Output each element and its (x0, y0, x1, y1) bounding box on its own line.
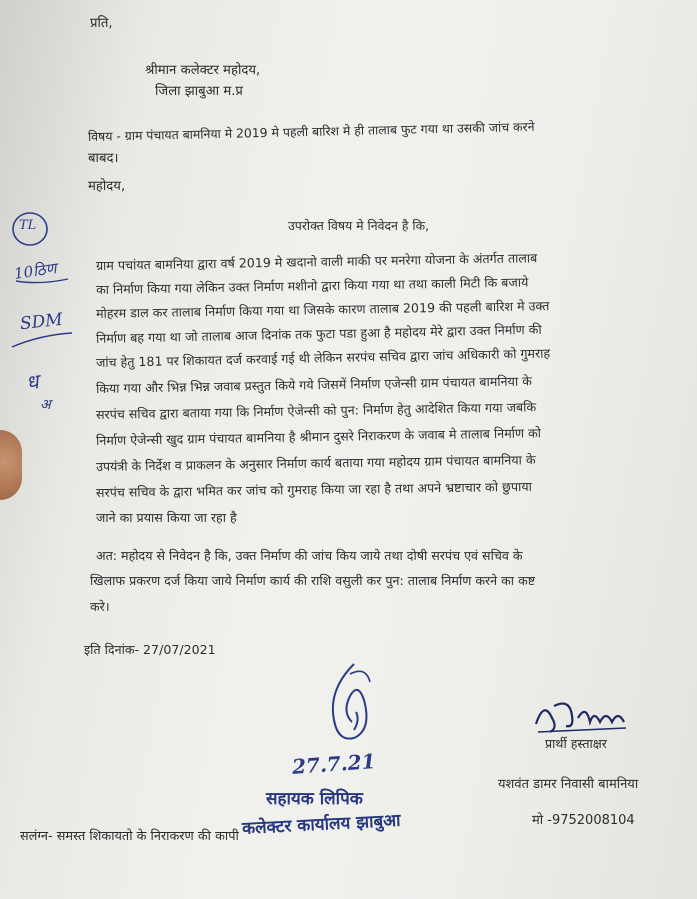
greeting: महोदय, (88, 179, 126, 194)
margin-note-line-3: ध (24, 369, 41, 395)
body-line: का निर्माण किया गया लेकिन उक्त निर्माण मशीनो द्वारा किया गया था तथा काली मिटी कि बजाये (95, 274, 529, 297)
applicant-signature-label: प्रार्थी हस्ताक्षर (545, 736, 607, 751)
date-line: इति दिनांक- 27/07/2021 (84, 642, 216, 657)
body-line: जांच हेतु 181 पर शिकायत दर्ज करवाई गई थी लेकिन सरपंच सचिव द्वारा जांच अधिकारी को गुमराह (95, 345, 551, 370)
subject-line-1: विषय - ग्राम पंचायत बामनिया मे 2019 मे पहली बारिश मे ही तालाब फुट गया था उसकी जांच करने (87, 118, 535, 144)
request-line: अत: महोदय से निवेदन है कि, उक्त निर्माण की जांच किय जाये तथा दोषी सरपंच एवं सचिव के (96, 548, 523, 563)
applicant-signature (530, 688, 650, 738)
margin-circle-note: TL (19, 218, 37, 233)
addressee-line-2: जिला झाबुआ म.प्र (155, 84, 243, 99)
margin-note-line-4: अ (40, 397, 51, 413)
request-line: खिलाफ प्रकरण दर्ज किया जाये निर्माण कार्य की राशि वसुली कर पुन: तालाब निर्माण करने का कष्ट (90, 573, 536, 588)
intro-line: उपरोक्त विषय मे निवेदन है कि, (288, 218, 430, 233)
body-line: सरपंच सचिव द्वारा बताया गया कि निर्माण ऐजेन्सी को पुन: निर्माण हेतु आदेशित किया गया जबकि (95, 399, 537, 422)
attachment-line: सलंग्न- समस्त शिकायतो के निराकरण की कापी (20, 829, 239, 844)
body-line: जाने का प्रयास किया जा रहा है (96, 510, 237, 525)
body-line: किया गया और भिन्न भिन्न जवाब प्रस्तुत किये गये जिसमें निर्माण एजेन्सी ग्राम पंचायत बामनिया के (95, 373, 532, 396)
addressee-line-1: श्रीमान कलेक्टर महोदय, (145, 63, 261, 78)
margin-note-line-1: 10ठिण (12, 259, 58, 283)
applicant-phone: मो -9752008104 (532, 813, 635, 828)
body-line: सरपंच सचिव के द्वारा भमित कर जांच को गुमराह किया जा रहा है तथा अपने भ्रष्टाचार को छुपाया (95, 478, 532, 500)
body-line: निर्माण ऐजेन्सी खुद ग्राम पंचायत बामनिया है श्रीमान दुसरे निराकरण के जवाब मे तालाब निर्माण को (95, 425, 542, 448)
body-line: निर्माण बह गया था जो तालाब आज दिनांक तक फुटा पडा हुआ है महोदय मेरे द्वारा उक्त निर्माण की (95, 321, 542, 346)
stamp-date: 27.7.21 (291, 749, 377, 779)
body-line: उपयंत्री के निर्देश व प्राकलन के अनुसार निर्माण कार्य बताया गया महोदय ग्राम पंचायत बामनिया के (95, 452, 536, 474)
subject-line-2: बाबद। (88, 151, 119, 166)
margin-note-line-2: SDM (19, 309, 64, 335)
applicant-name: यशवंत डामर निवासी बामनिया (498, 777, 639, 792)
salutation-to: प्रति, (90, 16, 113, 31)
stamp-line-2: कलेक्टर कार्यालय झाबुआ (241, 810, 402, 839)
officer-initials (320, 660, 380, 750)
request-line: करे। (90, 599, 110, 614)
stamp-line-1: सहायक लिपिक (266, 789, 363, 809)
body-line: मोहरम डाल कर तालाब निर्माण किया गया था जिसके कारण तालाब 2019 की पहली बारिश मे उक्त (95, 298, 550, 321)
thumb (0, 430, 22, 500)
body-line: ग्राम पचांयत बामनिया द्वारा वर्ष 2019 मे खदानो वाली माकी पर मनरेगा योजना के अंतर्गत तालाब (95, 250, 538, 273)
